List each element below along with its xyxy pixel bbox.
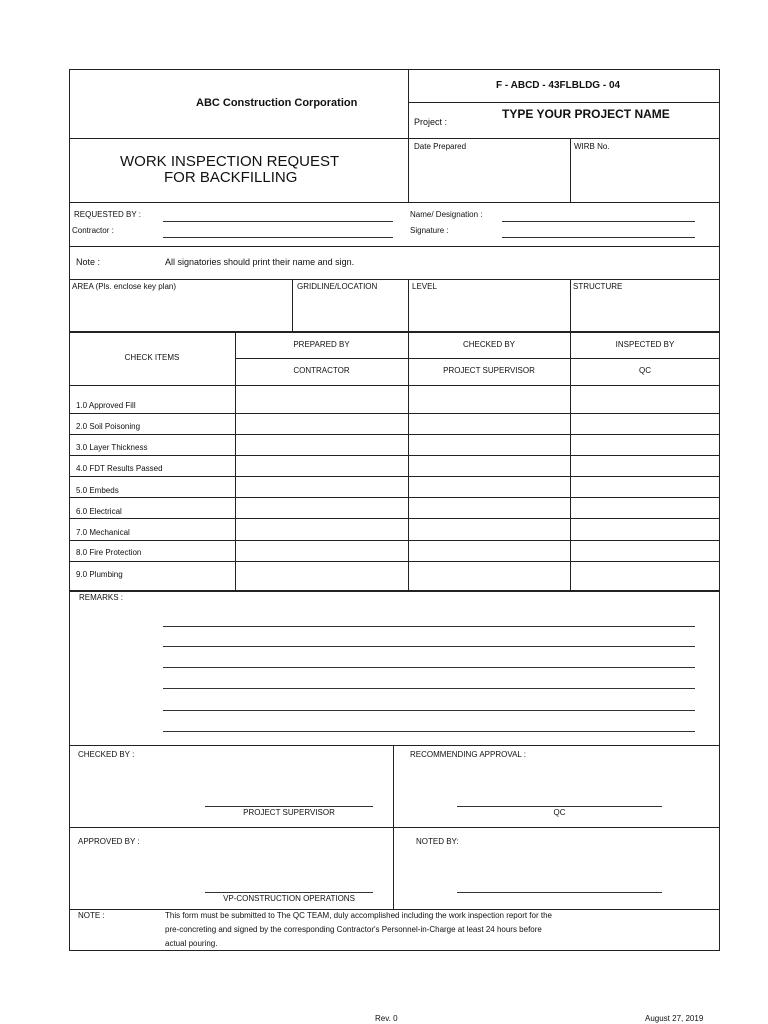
contractor-header: CONTRACTOR — [293, 366, 350, 375]
checked-by-header: CHECKED BY — [462, 340, 515, 349]
remarks-line[interactable] — [163, 731, 695, 732]
remarks-label: REMARKS : — [79, 593, 124, 602]
gridline-label: GRIDLINE/LOCATION — [297, 282, 378, 291]
footer-note-label: NOTE : — [78, 911, 105, 920]
remarks-line[interactable] — [163, 710, 695, 711]
rule — [69, 518, 720, 519]
rule — [292, 279, 293, 331]
rule — [69, 385, 720, 386]
name-designation-label: Name/ Designation : — [410, 210, 483, 219]
vp-signature-line[interactable] — [205, 892, 373, 893]
remarks-line[interactable] — [163, 688, 695, 689]
rule — [69, 455, 720, 456]
rule — [235, 358, 720, 359]
wirb-number-field[interactable] — [571, 153, 719, 201]
recommending-approval-label: RECOMMENDING APPROVAL : — [410, 750, 527, 759]
rule — [69, 202, 720, 203]
rule — [69, 909, 720, 910]
rule — [69, 434, 720, 435]
rule — [69, 246, 720, 247]
rule — [69, 138, 720, 139]
approved-by-label: APPROVED BY : — [78, 837, 140, 846]
form-code: F - ABCD - 43FLBLDG - 04 — [496, 80, 621, 91]
project-label: Project : — [414, 117, 448, 127]
structure-label: STRUCTURE — [573, 282, 623, 291]
page-title-line1: WORK INSPECTION REQUEST — [120, 153, 340, 170]
noted-by-signature-line[interactable] — [457, 892, 662, 893]
level-label: LEVEL — [412, 282, 437, 291]
contractor-label: Contractor : — [72, 226, 114, 235]
remarks-line[interactable] — [163, 626, 695, 627]
check-item: 2.0 Soil Poisoning — [76, 422, 141, 431]
check-item: 7.0 Mechanical — [76, 528, 130, 537]
check-item: 3.0 Layer Thickness — [76, 443, 148, 452]
footer-note-line2: pre-concreting and signed by the corresponding Contractor's Personnel-in-Charge at least 24 hours before — [165, 925, 542, 934]
rule — [69, 745, 720, 746]
signature-label: Signature : — [410, 226, 449, 235]
project-supervisor-header: PROJECT SUPERVISOR — [443, 366, 535, 375]
checked-by-label: CHECKED BY : — [78, 750, 135, 759]
check-item: 9.0 Plumbing — [76, 570, 123, 579]
check-item: 1.0 Approved Fill — [76, 401, 136, 410]
check-item: 5.0 Embeds — [76, 486, 119, 495]
rule — [69, 331, 720, 333]
contractor-field[interactable] — [163, 237, 393, 238]
remarks-line[interactable] — [163, 646, 695, 647]
company-name: ABC Construction Corporation — [196, 97, 358, 109]
rule — [393, 745, 394, 909]
noted-by-label: NOTED BY: — [416, 837, 459, 846]
rule — [69, 279, 720, 280]
check-item: 4.0 FDT Results Passed — [76, 464, 163, 473]
wirb-label: WIRB No. — [574, 142, 610, 151]
check-item: 8.0 Fire Protection — [76, 548, 142, 557]
vp-caption: VP-CONSTRUCTION OPERATIONS — [223, 894, 355, 903]
rule — [69, 827, 720, 828]
note-text: All signatories should print their name and sign. — [165, 257, 355, 267]
name-designation-field[interactable] — [502, 221, 695, 222]
check-items-header: CHECK ITEMS — [124, 353, 180, 362]
note-label: Note : — [76, 257, 101, 267]
revision-label: Rev. 0 — [375, 1014, 398, 1023]
check-item: 6.0 Electrical — [76, 507, 122, 516]
footer-note-line1: This form must be submitted to The QC TEAM, duly accomplished including the work inspection report for the — [165, 911, 552, 920]
inspected-by-header: INSPECTED BY — [615, 340, 675, 349]
date-prepared-label: Date Prepared — [414, 142, 467, 151]
revision-date: August 27, 2019 — [645, 1014, 704, 1023]
qc-caption: QC — [553, 808, 566, 817]
footer-note-line3: actual pouring. — [165, 939, 218, 948]
rule — [69, 476, 720, 477]
rule — [408, 279, 409, 331]
date-prepared-field[interactable] — [409, 153, 569, 201]
requested-by-field[interactable] — [163, 221, 393, 222]
rule — [69, 561, 720, 562]
rule — [69, 497, 720, 498]
rule — [408, 102, 720, 103]
page-title-line2: FOR BACKFILLING — [164, 169, 298, 186]
rule — [570, 279, 571, 331]
rule — [69, 540, 720, 541]
prepared-by-header: PREPARED BY — [293, 340, 350, 349]
rule — [69, 413, 720, 414]
area-label: AREA (Pls. enclose key plan) — [72, 282, 177, 291]
signature-field[interactable] — [502, 237, 695, 238]
qc-signature-line[interactable] — [457, 806, 662, 807]
project-supervisor-signature-line[interactable] — [205, 806, 373, 807]
qc-header: QC — [639, 366, 651, 375]
rule — [69, 590, 720, 592]
remarks-line[interactable] — [163, 667, 695, 668]
project-supervisor-caption: PROJECT SUPERVISOR — [243, 808, 335, 817]
project-name-field[interactable]: TYPE YOUR PROJECT NAME — [502, 107, 670, 121]
requested-by-label: REQUESTED BY : — [74, 210, 141, 219]
